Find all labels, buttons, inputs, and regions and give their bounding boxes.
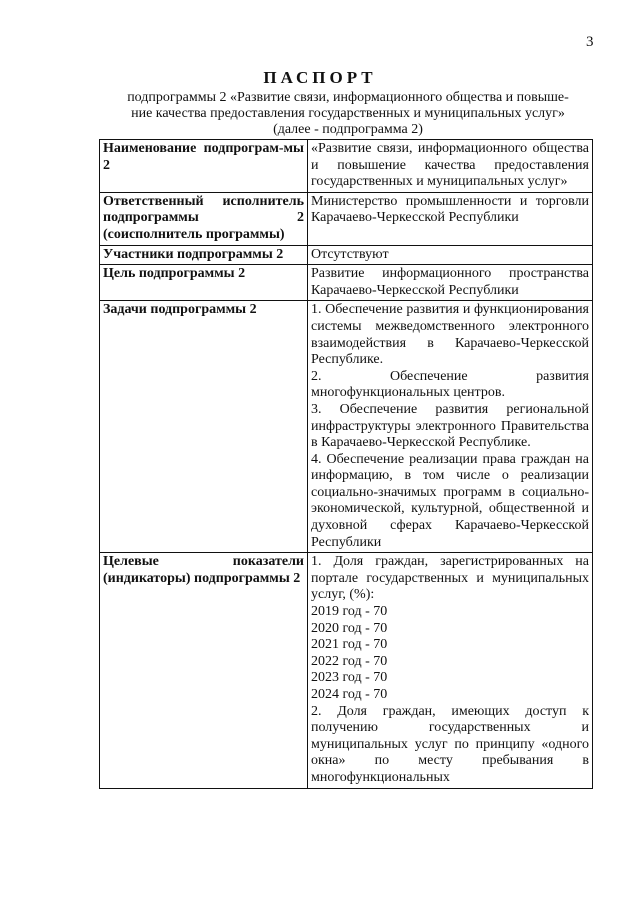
passport-table [99,139,593,789]
row-label: Задачи подпрограммы 2 [100,301,308,553]
indicator-item: 1. Доля граждан, зарегистрированных на портале государственных и муниципальных услуг, (%): [311,554,589,603]
indicator-item: 2. Доля граждан, имеющих доступ к получению государственных и муниципальных услуг по принципу «одного окна» по месту пребывания в многофункциональных [311,703,589,785]
task-item: 2. Обеспечение развития многофункциональных центров. [311,368,589,401]
row-label: Цель подпрограммы 2 [100,265,308,301]
task-item: 4. Обеспечение реализации права граждан на информацию, в том числе о реализации социально-значимых программ в социально-экономической, культурной, общественной и духовной сферах Карачаево-Черкесской Республики [311,451,589,550]
indicator-year-value: 2023 год - 70 [311,670,388,686]
table-row [100,553,593,788]
table-row [100,301,593,553]
indicator-year-value: 2020 год - 70 [311,620,388,636]
indicator-year-value: 2024 год - 70 [311,687,388,702]
row-label: Целевые показатели (индикаторы) подпрограммы 2 [100,553,308,788]
table-row [100,245,593,265]
row-label: Ответственный исполнитель подпрограммы 2 (соисполнитель программы) [100,192,308,245]
table-row [100,140,593,193]
indicator-year-value: 2019 год - 70 [311,604,388,620]
indicator-year-value: 2022 год - 70 [311,653,388,669]
page-number: 3 [586,34,594,50]
subtitle-line: (далее - подпрограмма 2) [273,122,423,137]
row-label: Участники подпрограммы 2 [100,245,308,265]
subtitle-line: ние качества предоставления государственных и муниципальных услуг» [131,106,565,121]
table-row [100,265,593,301]
indicator-year-value: 2021 год - 70 [311,637,388,653]
document-subtitle [100,90,596,138]
row-value: Министерство промышленности и торговли Карачаево-Черкесской Республики [308,192,593,245]
row-label: Наименование подпрограм-мы 2 [100,140,308,193]
row-value: «Развитие связи, информационного общества и повышение качества предоставления государственных и муниципальных услуг» [308,140,593,193]
subtitle-line: подпрограммы 2 «Развитие связи, информационного общества и повыше- [127,90,569,105]
task-item: 3. Обеспечение развития региональной инфраструктуры электронного Правительства в Карачаево-Черкесской Республике. [311,401,589,451]
task-item: 1. Обеспечение развития и функционирования системы межведомственного электронного взаимодействия в Карачаево-Черкесской Республике. [311,302,589,368]
page-title: ПАСПОРТ [263,68,377,87]
tasks-list [308,301,593,553]
row-value: Отсутствуют [308,245,593,265]
row-value: Развитие информационного пространства Карачаево-Черкесской Республики [308,265,593,301]
table-row [100,192,593,245]
indicators-list [308,553,593,788]
